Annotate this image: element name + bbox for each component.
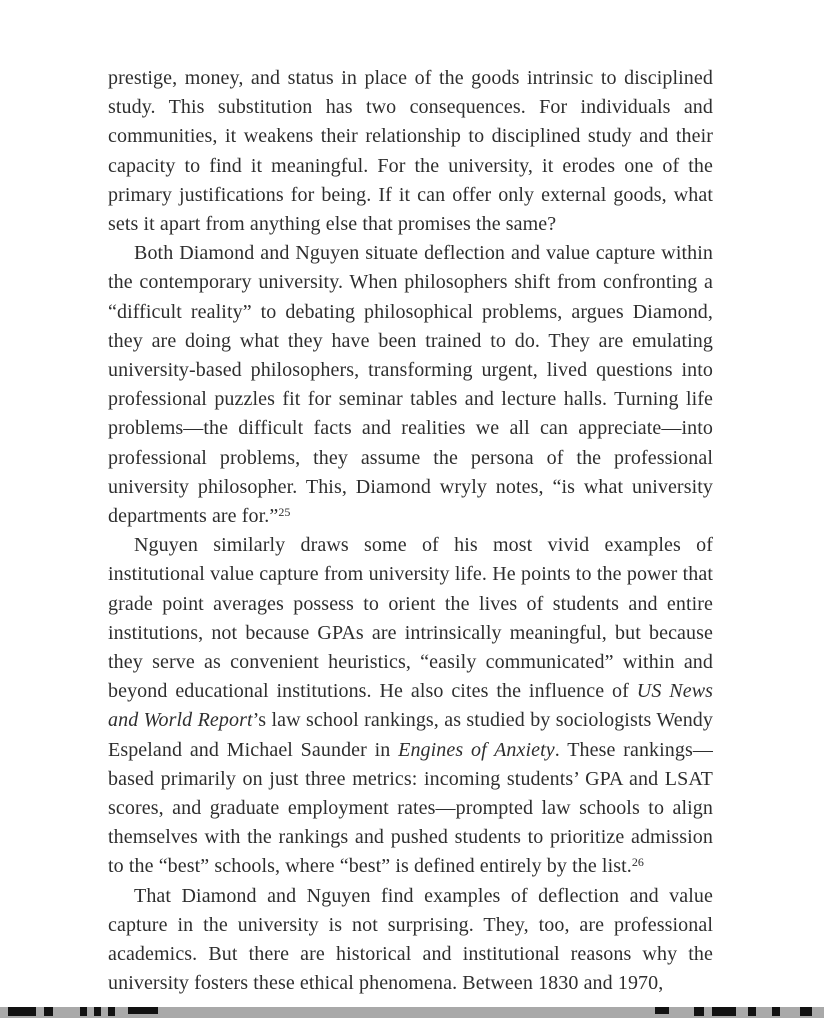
clipped-text-band (0, 1007, 824, 1018)
letter-fragment (8, 1007, 36, 1016)
text-run: Engines of Anxiety (398, 738, 555, 761)
footnote-reference: 26 (631, 855, 644, 870)
paragraph (108, 64, 713, 239)
paragraph (108, 531, 713, 881)
letter-fragment (128, 1007, 158, 1014)
text-run: Both Diamond and Nguyen situate deflection and value capture within the contemporary university. When philosophers shift from confronting a “difficult reality” to debating philosophical problems, argues Diamond, they are doing what they have been trained to do. They are emulating university-based philosophers, transforming urgent, lived questions into professional puzzles fit for seminar tables and lecture halls. Turning life problems—the difficult facts and realities we all can appreciate—into professional problems, they assume the persona of the professional university philosopher. This, Diamond wryly notes, “is what university departments are for.” (108, 242, 713, 528)
letter-fragment (94, 1007, 101, 1016)
letter-fragment (772, 1007, 780, 1016)
text-block (108, 64, 713, 999)
footnote-reference: 25 (278, 505, 291, 520)
text-run: ’s law school rankings, as studied by sociologists Wendy Espeland and Michael Saunder in (108, 709, 713, 761)
letter-fragment (108, 1007, 115, 1016)
paragraph (108, 882, 713, 999)
letter-fragment (655, 1007, 669, 1014)
text-run: prestige, money, and status in place of the goods intrinsic to disciplined study. This substitution has two consequences. For individuals and communities, it weakens their relationship to disciplined study and their capacity to find it meaningful. For the university, it erodes one of the primary justifications for being. If it can offer only external goods, what sets it apart from anything else that promises the same? (108, 67, 713, 236)
paragraph (108, 239, 713, 531)
text-run: US News and World Report (108, 680, 714, 732)
text-run: That Diamond and Nguyen find examples of deflection and value capture in the university is not surprising. They, too, are professional academics. But there are historical and institutional reasons why the university fosters these ethical phenomena. Between 1830 and 1970, (108, 884, 713, 995)
text-run: Nguyen similarly draws some of his most vivid examples of institutional value capture from university life. He points to the power that grade point averages possess to orient the lives of students and entire institutions, not because GPAs are intrinsically meaningful, but because they serve as convenient heuristics, “easily communicated” within and beyond educational institutions. He also cites the influence of (108, 534, 713, 703)
letter-fragment (694, 1007, 704, 1016)
letter-fragment (44, 1007, 53, 1016)
text-run: . These rankings—based primarily on just three metrics: incoming students’ GPA and LSAT scores, and graduate employment rates—prompted law schools to align themselves with the rankings and pushed students to prioritize admission to the “best” schools, where “best” is defined entirely by the list. (108, 738, 713, 878)
letter-fragment (800, 1007, 812, 1016)
letter-fragment (748, 1007, 756, 1016)
letter-fragment (80, 1007, 87, 1016)
letter-fragment (712, 1007, 736, 1016)
